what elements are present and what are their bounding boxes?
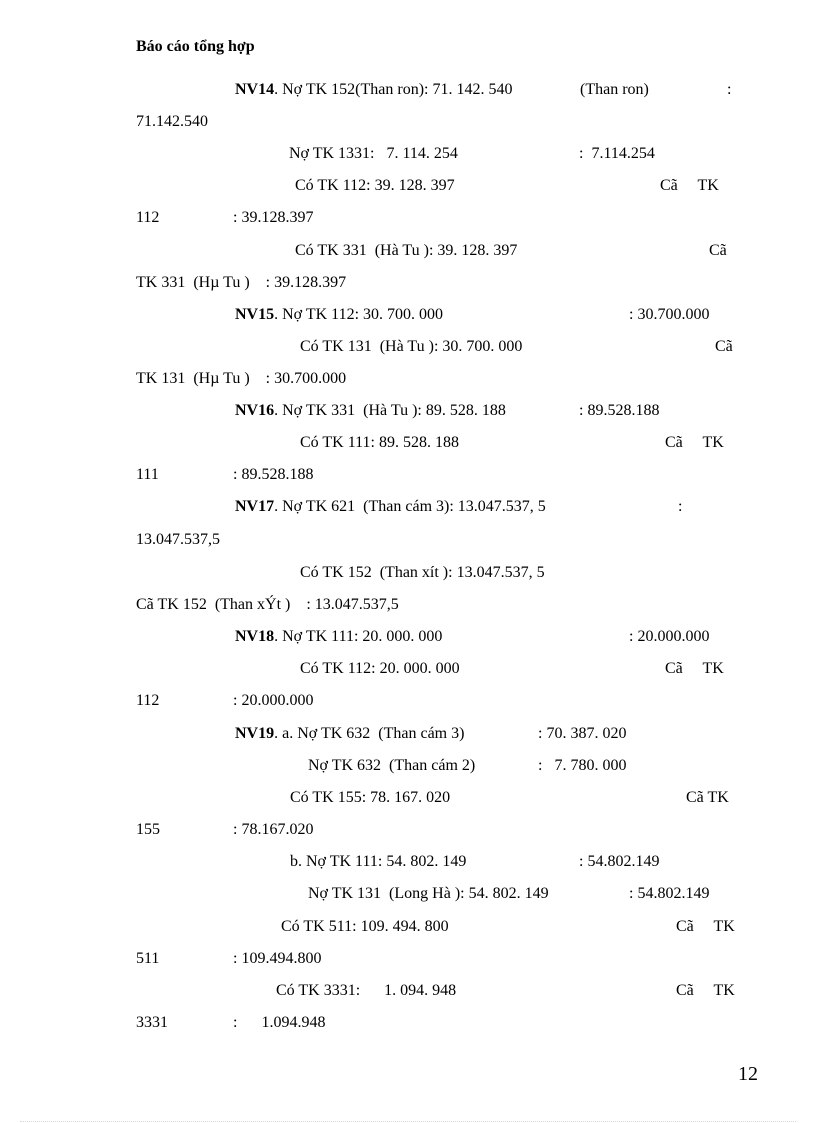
entry-line bbox=[235, 80, 512, 100]
entry-amount: 71.142.540 bbox=[136, 113, 208, 130]
entry-note: (Than ron) bbox=[580, 81, 649, 98]
entry-text: TK 131 (Hµ Tu ) : 30.700.000 bbox=[136, 370, 347, 387]
entry-text: Có TK 331 (Hà Tu ): 39. 128. 397 bbox=[295, 242, 518, 259]
entry-label: NV14 bbox=[235, 81, 275, 98]
entry-text: . Nợ TK 621 (Than cám 3): 13.047.537, 5 bbox=[274, 498, 546, 515]
entry-text: Có TK 131 (Hà Tu ): 30. 700. 000 bbox=[300, 338, 523, 355]
entry-amount: : 7.114.254 bbox=[579, 145, 655, 162]
entry-text: Có TK 112: 20. 000. 000 bbox=[300, 660, 460, 677]
entry-text: Nợ TK 632 (Than cám 2) bbox=[308, 757, 476, 774]
entry-amount: : 109.494.800 bbox=[233, 950, 322, 967]
entry-line bbox=[235, 627, 442, 647]
entry-credit: Cã TK bbox=[665, 434, 724, 451]
entry-line bbox=[235, 724, 464, 744]
entry-credit: Cã bbox=[715, 338, 733, 355]
entry-label: NV17 bbox=[235, 498, 275, 515]
entry-account: 112 bbox=[136, 209, 160, 226]
entry-label: NV15 bbox=[235, 306, 275, 323]
entry-credit: Cã bbox=[709, 242, 727, 259]
entry-amount: : 78.167.020 bbox=[233, 821, 314, 838]
entry-text: . Nợ TK 152(Than ron): 71. 142. 540 bbox=[274, 81, 513, 98]
entry-amount: : 1.094.948 bbox=[233, 1014, 326, 1031]
entry-account: 3331 bbox=[136, 1014, 168, 1031]
entry-line bbox=[235, 497, 546, 517]
entry-text: . Nợ TK 331 (Hà Tu ): 89. 528. 188 bbox=[274, 402, 506, 419]
entry-text: . Nợ TK 111: 20. 000. 000 bbox=[274, 628, 443, 645]
entry-credit: Cã TK bbox=[660, 177, 719, 194]
entry-account: 111 bbox=[136, 466, 159, 483]
entry-line bbox=[235, 305, 443, 325]
entry-text: Có TK 511: 109. 494. 800 bbox=[281, 918, 449, 935]
entry-account: 155 bbox=[136, 821, 160, 838]
entry-credit: Cã TK bbox=[686, 789, 729, 806]
entry-text: . a. Nợ TK 632 (Than cám 3) bbox=[274, 725, 465, 742]
entry-colon: : bbox=[678, 498, 683, 515]
entry-label: NV19 bbox=[235, 725, 275, 742]
entry-text: TK 331 (Hµ Tu ) : 39.128.397 bbox=[136, 274, 347, 291]
entry-amount: : 54.802.149 bbox=[579, 853, 660, 870]
entry-amount: : 7. 780. 000 bbox=[538, 757, 627, 774]
entry-credit: Cã TK bbox=[676, 918, 735, 935]
entry-amount: 13.047.537,5 bbox=[136, 531, 220, 548]
entry-text: b. Nợ TK 111: 54. 802. 149 bbox=[290, 853, 467, 870]
entry-text: Nợ TK 1331: 7. 114. 254 bbox=[289, 145, 458, 162]
entry-text: Có TK 3331: 1. 094. 948 bbox=[276, 982, 457, 999]
entry-amount: : 30.700.000 bbox=[629, 306, 710, 323]
entry-text: . Nợ TK 112: 30. 700. 000 bbox=[274, 306, 444, 323]
entry-label: NV18 bbox=[235, 628, 275, 645]
page-bottom-divider bbox=[20, 1121, 796, 1122]
entry-account: 112 bbox=[136, 692, 160, 709]
page-header-title: Báo cáo tổng hợp bbox=[136, 38, 255, 55]
entry-line bbox=[235, 401, 506, 421]
page-number: 12 bbox=[738, 1063, 758, 1085]
entry-credit: Cã TK bbox=[665, 660, 724, 677]
entry-text: Có TK 111: 89. 528. 188 bbox=[300, 434, 459, 451]
entry-text: Có TK 112: 39. 128. 397 bbox=[295, 177, 455, 194]
entry-amount: : 89.528.188 bbox=[579, 402, 660, 419]
entry-amount: : 89.528.188 bbox=[233, 466, 314, 483]
entry-colon: : bbox=[727, 81, 732, 98]
entry-amount: : 39.128.397 bbox=[233, 209, 314, 226]
entry-text: Có TK 155: 78. 167. 020 bbox=[290, 789, 451, 806]
entry-amount: : 54.802.149 bbox=[629, 885, 710, 902]
entry-text: Nợ TK 131 (Long Hà ): 54. 802. 149 bbox=[308, 885, 549, 902]
entry-account: 511 bbox=[136, 950, 160, 967]
entry-credit: Cã TK bbox=[676, 982, 735, 999]
entry-text: Cã TK 152 (Than xÝt ) : 13.047.537,5 bbox=[136, 596, 399, 613]
entry-label: NV16 bbox=[235, 402, 275, 419]
entry-amount: : 20.000.000 bbox=[233, 692, 314, 709]
entry-text: Có TK 152 (Than xít ): 13.047.537, 5 bbox=[300, 564, 545, 581]
entry-amount: : 70. 387. 020 bbox=[538, 725, 627, 742]
entry-amount: : 20.000.000 bbox=[629, 628, 710, 645]
